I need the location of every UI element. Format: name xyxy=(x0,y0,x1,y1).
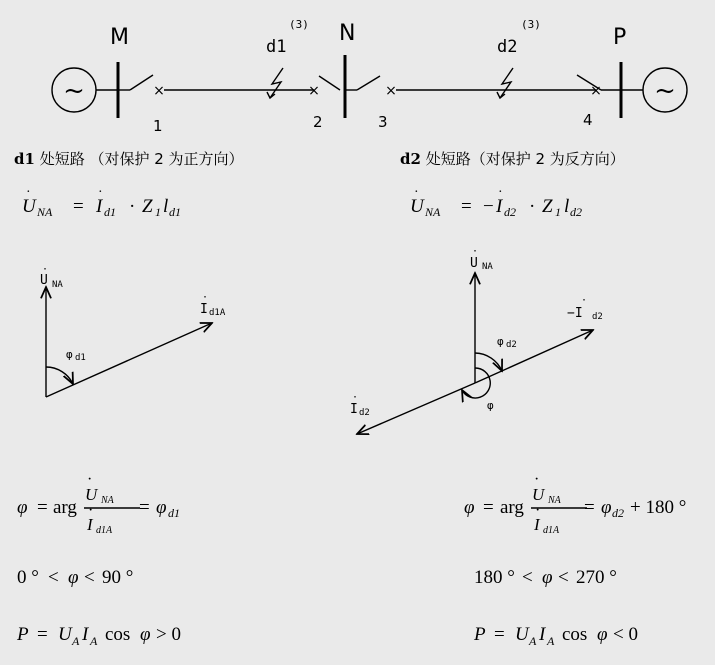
phasor-i-d2-label: I xyxy=(350,402,358,417)
fault-d2-superscript: (3) xyxy=(521,18,541,31)
svg-text:·: · xyxy=(498,185,503,200)
right-caption: d2 处短路（对保护 2 为反方向） xyxy=(400,150,625,168)
svg-text:−: − xyxy=(483,196,494,217)
svg-text:<: < xyxy=(522,567,533,588)
right-angle-range xyxy=(474,567,617,588)
svg-text:d2: d2 xyxy=(612,506,624,520)
svg-text:arg: arg xyxy=(500,497,524,518)
svg-text:d1A: d1A xyxy=(209,308,226,318)
svg-text:=: = xyxy=(37,497,48,518)
svg-text:·: · xyxy=(472,246,479,257)
protection-3-label: 3 xyxy=(378,113,388,131)
svg-text:> 0: > 0 xyxy=(156,624,181,645)
svg-text:A: A xyxy=(547,634,555,648)
right-phasor-diagram xyxy=(350,246,603,434)
svg-text:Z: Z xyxy=(142,196,153,217)
svg-text:d2: d2 xyxy=(359,408,370,418)
svg-text:=: = xyxy=(483,497,494,518)
svg-text:I: I xyxy=(82,624,89,645)
svg-text:NA: NA xyxy=(101,495,114,506)
svg-text:1: 1 xyxy=(155,205,161,219)
svg-text:d1: d1 xyxy=(168,506,180,520)
svg-text:180 °: 180 ° xyxy=(474,567,515,588)
svg-text:·: · xyxy=(535,502,541,519)
svg-text:A: A xyxy=(90,634,98,648)
breaker-1 xyxy=(118,75,165,99)
svg-text:90 °: 90 ° xyxy=(102,567,134,588)
svg-text:·: · xyxy=(26,185,31,200)
right-phi-equation xyxy=(464,471,686,536)
svg-text:270 °: 270 ° xyxy=(576,567,617,588)
svg-text:I: I xyxy=(87,515,93,534)
svg-text:NA: NA xyxy=(548,495,561,506)
svg-text:U: U xyxy=(58,624,72,645)
svg-text:=: = xyxy=(584,497,595,518)
source-symbol-right: ~ xyxy=(654,76,676,106)
fault-d1-icon xyxy=(267,68,283,98)
angle-phi-d1-label: φ xyxy=(66,348,73,361)
svg-text:φ: φ xyxy=(156,497,167,518)
svg-text:×: × xyxy=(308,83,320,99)
svg-text:=: = xyxy=(494,624,505,645)
angle-phi-d2-label: φ xyxy=(497,335,504,348)
svg-text:φ: φ xyxy=(542,567,553,588)
svg-text:·: · xyxy=(98,185,103,200)
svg-text:d1: d1 xyxy=(169,205,181,219)
svg-text:NA: NA xyxy=(425,205,441,219)
svg-text:φ: φ xyxy=(464,497,475,518)
svg-text:cos: cos xyxy=(105,624,131,645)
svg-text:1: 1 xyxy=(555,205,561,219)
svg-text:I: I xyxy=(96,196,103,217)
svg-text:+ 180 °: + 180 ° xyxy=(630,497,687,518)
svg-text:NA: NA xyxy=(482,262,493,272)
svg-text:l: l xyxy=(163,196,169,217)
svg-text:=: = xyxy=(73,196,84,217)
svg-text:NA: NA xyxy=(37,205,53,219)
svg-text:=: = xyxy=(461,196,472,217)
svg-text:×: × xyxy=(385,83,397,99)
svg-text:·: · xyxy=(87,471,93,488)
source-generator-right xyxy=(621,68,687,112)
svg-text:·: · xyxy=(202,292,209,303)
svg-text:<: < xyxy=(558,567,569,588)
source-symbol-left: ~ xyxy=(63,76,85,106)
left-angle-range xyxy=(17,567,133,588)
svg-text:·: · xyxy=(534,471,540,488)
bus-p-label: P xyxy=(613,25,627,50)
svg-text:×: × xyxy=(590,83,602,99)
svg-text:·: · xyxy=(42,264,49,275)
svg-text:<: < xyxy=(48,567,59,588)
one-line-diagram xyxy=(52,18,687,135)
svg-text:·: · xyxy=(581,295,588,306)
svg-text:0 °: 0 ° xyxy=(17,567,39,588)
breaker-2 xyxy=(308,76,340,99)
svg-text:·: · xyxy=(529,196,536,217)
left-power-equation xyxy=(16,624,181,648)
svg-text:I: I xyxy=(534,515,540,534)
svg-text:I: I xyxy=(539,624,546,645)
svg-text:l: l xyxy=(564,196,570,217)
protection-1-label: 1 xyxy=(153,117,163,135)
right-voltage-equation xyxy=(410,185,582,219)
bus-m-label: M xyxy=(110,25,129,50)
right-power-equation xyxy=(473,624,638,648)
source-generator-left xyxy=(52,68,118,112)
svg-text:φ: φ xyxy=(17,497,28,518)
angle-phi-label: φ xyxy=(487,399,494,412)
svg-text:d2: d2 xyxy=(504,205,516,219)
svg-text:φ: φ xyxy=(140,624,151,645)
svg-text:<: < xyxy=(84,567,95,588)
svg-text:U: U xyxy=(410,196,424,217)
svg-text:d2: d2 xyxy=(592,312,603,322)
protection-2-label: 2 xyxy=(313,113,323,131)
svg-text:·: · xyxy=(352,392,359,403)
svg-text:d2: d2 xyxy=(570,205,582,219)
phasor-u-na-left-label: U xyxy=(40,273,48,288)
svg-text:P: P xyxy=(474,624,486,645)
svg-text:·: · xyxy=(414,185,419,200)
phasor-i-d1a-label: I xyxy=(200,302,208,317)
bus-n-label: N xyxy=(339,21,356,46)
svg-text:arg: arg xyxy=(53,497,77,518)
svg-text:=: = xyxy=(37,624,48,645)
svg-text:d1A: d1A xyxy=(543,525,560,536)
svg-text:φ: φ xyxy=(597,624,608,645)
svg-text:A: A xyxy=(529,634,537,648)
protection-4-label: 4 xyxy=(583,111,593,129)
svg-text:d1A: d1A xyxy=(96,525,113,536)
phasor-neg-i-d2-label: −I xyxy=(567,306,583,321)
svg-text:·: · xyxy=(88,502,94,519)
svg-text:U: U xyxy=(515,624,529,645)
fault-d2-label: d2 xyxy=(497,37,518,57)
fault-d1-label: d1 xyxy=(266,37,287,57)
phasor-i-d2 xyxy=(357,383,475,434)
svg-text:d2: d2 xyxy=(506,340,517,350)
svg-text:d1: d1 xyxy=(75,353,86,363)
svg-text:=: = xyxy=(139,497,150,518)
svg-text:φ: φ xyxy=(68,567,79,588)
phasor-neg-i-d2 xyxy=(475,330,593,383)
svg-text:< 0: < 0 xyxy=(613,624,638,645)
phasor-u-na-right-label: U xyxy=(470,256,478,271)
svg-text:×: × xyxy=(153,83,165,99)
svg-text:U: U xyxy=(22,196,36,217)
svg-text:U: U xyxy=(532,485,545,504)
svg-text:NA: NA xyxy=(52,280,63,290)
breaker-4 xyxy=(577,75,621,99)
svg-text:Z: Z xyxy=(542,196,553,217)
left-voltage-equation xyxy=(22,185,181,219)
svg-text:·: · xyxy=(129,196,136,217)
svg-text:U: U xyxy=(85,485,98,504)
svg-text:P: P xyxy=(17,624,29,645)
svg-text:d1: d1 xyxy=(104,205,116,219)
left-phi-equation xyxy=(17,471,180,536)
breaker-3 xyxy=(345,76,397,99)
svg-text:φ: φ xyxy=(601,497,612,518)
svg-text:cos: cos xyxy=(562,624,588,645)
fault-d2-icon xyxy=(497,68,513,98)
left-phasor-diagram xyxy=(40,264,226,397)
left-caption: d1 处短路 （对保护 2 为正方向） xyxy=(14,150,244,168)
angle-arc-left xyxy=(46,367,73,384)
svg-text:A: A xyxy=(72,634,80,648)
svg-text:I: I xyxy=(496,196,503,217)
fault-d1-superscript: (3) xyxy=(289,18,309,31)
